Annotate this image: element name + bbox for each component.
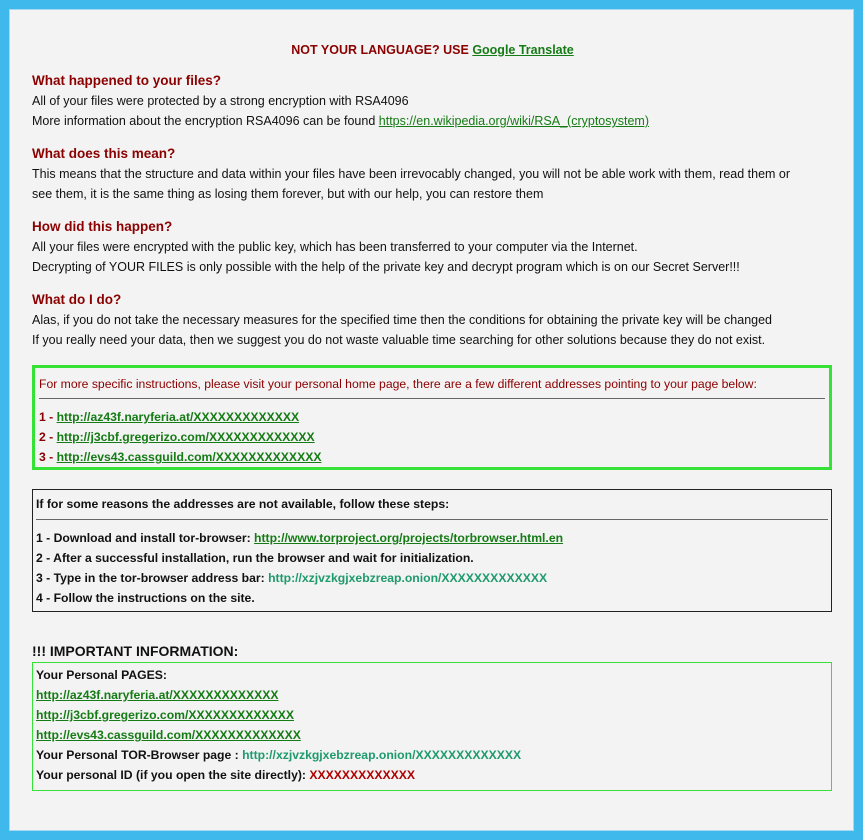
ransom-note-page <box>9 9 854 831</box>
language-line <box>10 43 854 57</box>
important-info-box <box>32 662 832 791</box>
section4-line2: If you really need your data, then we suggest you do not waste valuable time searching for other solutions because they do not exist. <box>32 333 766 347</box>
personal-page-row-1 <box>36 688 278 702</box>
address-row-3 <box>39 450 321 464</box>
address-row-1 <box>39 410 299 424</box>
personal-pages-label: Your Personal PAGES: <box>36 668 167 682</box>
section1-line2 <box>32 114 649 128</box>
tor-instructions-box <box>32 489 832 612</box>
personal-page-link-3[interactable]: http://evs43.cassguild.com/XXXXXXXXXXXXX <box>36 728 301 742</box>
tor-step-4: 4 - Follow the instructions on the site. <box>36 591 255 605</box>
tor-page-url: http://xzjvzkgjxebzreap.onion/XXXXXXXXXXXXX <box>242 748 522 762</box>
language-prompt: NOT YOUR LANGUAGE? USE <box>291 43 469 57</box>
personal-page-row-3 <box>36 728 301 742</box>
address-number: 1 - <box>39 410 57 424</box>
address-number: 3 - <box>39 450 57 464</box>
heading-what-do-i-do: What do I do? <box>32 292 122 307</box>
important-title: !!! IMPORTANT INFORMATION: <box>32 643 239 659</box>
wikipedia-rsa-link[interactable]: https://en.wikipedia.org/wiki/RSA_(cryptosystem) <box>378 114 649 128</box>
tor-step-2: 2 - After a successful installation, run the browser and wait for initialization. <box>36 551 474 565</box>
personal-id-row <box>36 768 415 782</box>
tor-page-label: Your Personal TOR-Browser page : <box>36 748 243 762</box>
address-link-1[interactable]: http://az43f.naryferia.at/XXXXXXXXXXXXX <box>56 410 300 424</box>
address-number: 2 - <box>39 430 57 444</box>
address-link-2[interactable]: http://j3cbf.gregerizo.com/XXXXXXXXXXXXX <box>56 430 315 444</box>
address-link-3[interactable]: http://evs43.cassguild.com/XXXXXXXXXXXXX <box>56 450 322 464</box>
tor-step-3-text: 3 - Type in the tor-browser address bar: <box>36 571 269 585</box>
personal-page-link-2[interactable]: http://j3cbf.gregerizo.com/XXXXXXXXXXXXX <box>36 708 295 722</box>
section3-line2: Decrypting of YOUR FILES is only possible with the help of the private key and decrypt program which is on our Secret Server!!! <box>32 260 740 274</box>
heading-what-does-this-mean: What does this mean? <box>32 146 176 161</box>
tor-step-1-text: 1 - Download and install tor-browser: <box>36 531 255 545</box>
google-translate-link[interactable]: Google Translate <box>472 43 574 57</box>
personal-page-link-1[interactable]: http://az43f.naryferia.at/XXXXXXXXXXXXX <box>36 688 279 702</box>
section2-line2: see them, it is the same thing as losing them forever, but with our help, you can restore them <box>32 187 544 201</box>
section3-line1: All your files were encrypted with the public key, which has been transferred to your computer via the Internet. <box>32 240 638 254</box>
section1-line1: All of your files were protected by a strong encryption with RSA4096 <box>32 94 409 108</box>
personal-id-label: Your personal ID (if you open the site directly): <box>36 768 310 782</box>
heading-what-happened: What happened to your files? <box>32 73 222 88</box>
onion-address: http://xzjvzkgjxebzreap.onion/XXXXXXXXXXXXX <box>268 571 548 585</box>
section1-line2-text: More information about the encryption RSA4096 can be found <box>32 114 376 128</box>
section2-line1: This means that the structure and data within your files have been irrevocably changed, you will not be able work with them, read them or <box>32 167 791 181</box>
personal-page-intro: For more specific instructions, please visit your personal home page, there are a few different addresses pointing to your page below: <box>39 377 757 391</box>
personal-page-box <box>32 365 832 470</box>
section4-line1: Alas, if you do not take the necessary measures for the specified time then the conditions for obtaining the private key will be changed <box>32 313 773 327</box>
tor-step-3 <box>36 571 547 585</box>
tor-header: If for some reasons the addresses are not available, follow these steps: <box>36 497 450 511</box>
torproject-link[interactable]: http://www.torproject.org/projects/torbrowser.html.en <box>254 531 564 545</box>
address-row-2 <box>39 430 315 444</box>
personal-page-row-2 <box>36 708 294 722</box>
tor-page-row <box>36 748 521 762</box>
heading-how-did-this-happen: How did this happen? <box>32 219 173 234</box>
tor-step-1 <box>36 531 563 545</box>
personal-id-value: XXXXXXXXXXXXX <box>309 768 416 782</box>
divider <box>39 398 825 399</box>
divider <box>36 519 828 520</box>
